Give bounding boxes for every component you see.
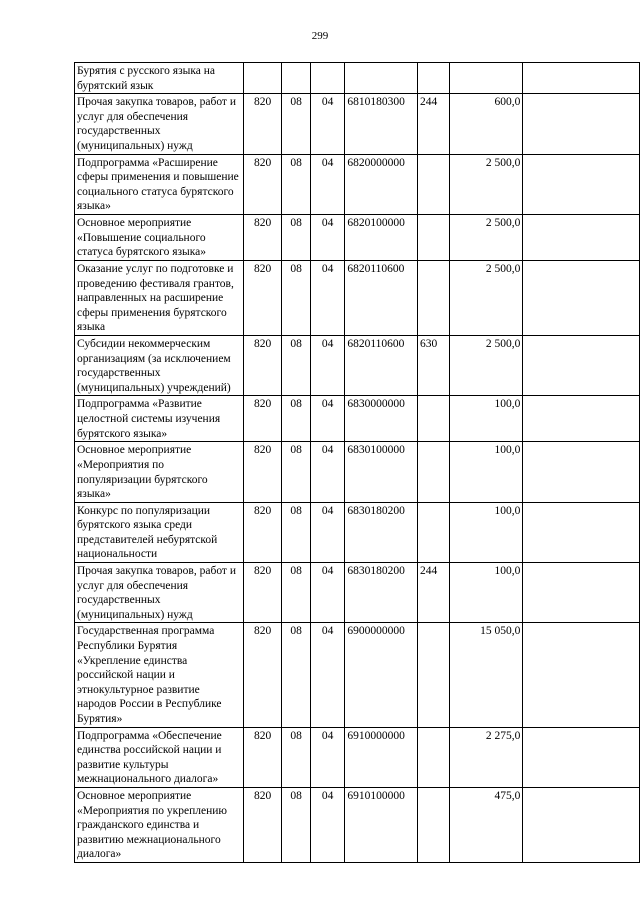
row-name: Бурятия с русского языка на бурятский язык xyxy=(75,63,244,94)
row-grbs: 820 xyxy=(243,563,281,623)
table-row xyxy=(75,260,640,335)
row-name: Подпрограмма «Расширение сферы применения и повышение социального статуса бурятского языка» xyxy=(75,154,244,214)
page-number: 299 xyxy=(311,30,329,42)
row-grbs: 820 xyxy=(243,787,281,862)
row-expense-type xyxy=(418,502,450,562)
row-grbs: 820 xyxy=(243,260,281,335)
row-name: Оказание услуг по подготовке и проведению фестиваля грантов, направленных на расширение сферы применения бурятского языка xyxy=(75,260,244,335)
row-section: 08 xyxy=(282,787,311,862)
row-expense-type: 630 xyxy=(418,335,450,395)
table-row xyxy=(75,396,640,442)
row-extra-cell xyxy=(523,396,640,442)
row-name: Основное мероприятие «Мероприятия по популяризации бурятского языка» xyxy=(75,442,244,502)
row-expense-type xyxy=(418,727,450,787)
row-expense-type: 244 xyxy=(418,563,450,623)
row-name: Подпрограмма «Развитие целостной системы изучения бурятского языка» xyxy=(75,396,244,442)
table-row xyxy=(75,214,640,260)
row-amount xyxy=(449,63,523,94)
row-extra-cell xyxy=(523,502,640,562)
row-section: 08 xyxy=(282,396,311,442)
row-expense-type xyxy=(418,787,450,862)
row-name: Субсидии некоммерческим организациям (за исключением государственных (муниципальных) учреждений) xyxy=(75,335,244,395)
table-row xyxy=(75,727,640,787)
table-row xyxy=(75,442,640,502)
table-row xyxy=(75,563,640,623)
row-amount: 100,0 xyxy=(449,396,523,442)
row-extra-cell xyxy=(523,563,640,623)
row-subsection: 04 xyxy=(310,335,344,395)
row-grbs xyxy=(243,63,281,94)
row-target-code: 6820100000 xyxy=(345,214,418,260)
row-expense-type xyxy=(418,154,450,214)
row-grbs: 820 xyxy=(243,442,281,502)
row-section: 08 xyxy=(282,563,311,623)
row-expense-type xyxy=(418,63,450,94)
row-section: 08 xyxy=(282,623,311,727)
row-subsection: 04 xyxy=(310,502,344,562)
row-section: 08 xyxy=(282,214,311,260)
table-row xyxy=(75,94,640,154)
row-amount: 2 500,0 xyxy=(449,154,523,214)
table-row xyxy=(75,787,640,862)
row-extra-cell xyxy=(523,727,640,787)
row-extra-cell xyxy=(523,335,640,395)
row-subsection: 04 xyxy=(310,727,344,787)
row-name: Основное мероприятие «Повышение социального статуса бурятского языка» xyxy=(75,214,244,260)
row-extra-cell xyxy=(523,94,640,154)
row-grbs: 820 xyxy=(243,335,281,395)
row-target-code: 6830000000 xyxy=(345,396,418,442)
row-extra-cell xyxy=(523,623,640,727)
row-target-code: 6830180200 xyxy=(345,563,418,623)
budget-table-body xyxy=(75,63,640,863)
row-section: 08 xyxy=(282,502,311,562)
row-target-code: 6820110600 xyxy=(345,260,418,335)
row-name: Основное мероприятие «Мероприятия по укреплению гражданского единства и развитию межнационального диалога» xyxy=(75,787,244,862)
row-subsection: 04 xyxy=(310,787,344,862)
row-grbs: 820 xyxy=(243,502,281,562)
row-amount: 2 500,0 xyxy=(449,260,523,335)
row-target-code: 6820000000 xyxy=(345,154,418,214)
row-amount: 2 275,0 xyxy=(449,727,523,787)
row-extra-cell xyxy=(523,214,640,260)
row-subsection: 04 xyxy=(310,442,344,502)
row-name: Конкурс по популяризации бурятского языка среди представителей небурятской национальности xyxy=(75,502,244,562)
row-target-code xyxy=(345,63,418,94)
row-amount: 100,0 xyxy=(449,563,523,623)
row-expense-type: 244 xyxy=(418,94,450,154)
row-extra-cell xyxy=(523,63,640,94)
row-expense-type xyxy=(418,442,450,502)
row-expense-type xyxy=(418,396,450,442)
row-name: Подпрограмма «Обеспечение единства российской нации и развитие культуры межнационального диалога» xyxy=(75,727,244,787)
row-target-code: 6910000000 xyxy=(345,727,418,787)
row-name: Прочая закупка товаров, работ и услуг для обеспечения государственных (муниципальных) нужд xyxy=(75,563,244,623)
row-grbs: 820 xyxy=(243,154,281,214)
row-extra-cell xyxy=(523,787,640,862)
row-subsection: 04 xyxy=(310,94,344,154)
row-subsection: 04 xyxy=(310,396,344,442)
row-section: 08 xyxy=(282,335,311,395)
row-subsection: 04 xyxy=(310,563,344,623)
row-subsection: 04 xyxy=(310,154,344,214)
row-section: 08 xyxy=(282,442,311,502)
row-extra-cell xyxy=(523,442,640,502)
row-expense-type xyxy=(418,214,450,260)
row-subsection: 04 xyxy=(310,260,344,335)
row-extra-cell xyxy=(523,260,640,335)
row-expense-type xyxy=(418,260,450,335)
row-section xyxy=(282,63,311,94)
row-section: 08 xyxy=(282,154,311,214)
row-target-code: 6810180300 xyxy=(345,94,418,154)
row-target-code: 6830100000 xyxy=(345,442,418,502)
row-subsection: 04 xyxy=(310,623,344,727)
table-row xyxy=(75,335,640,395)
row-grbs: 820 xyxy=(243,396,281,442)
budget-table xyxy=(74,62,640,863)
table-row xyxy=(75,63,640,94)
row-target-code: 6910100000 xyxy=(345,787,418,862)
table-row xyxy=(75,154,640,214)
row-amount: 100,0 xyxy=(449,442,523,502)
row-name: Государственная программа Республики Бурятия «Укрепление единства российской нации и этнокультурное развитие народов России в Республике Бурятия» xyxy=(75,623,244,727)
row-subsection: 04 xyxy=(310,214,344,260)
row-amount: 2 500,0 xyxy=(449,335,523,395)
row-amount: 15 050,0 xyxy=(449,623,523,727)
row-amount: 475,0 xyxy=(449,787,523,862)
row-name: Прочая закупка товаров, работ и услуг для обеспечения государственных (муниципальных) нужд xyxy=(75,94,244,154)
row-section: 08 xyxy=(282,94,311,154)
row-extra-cell xyxy=(523,154,640,214)
row-section: 08 xyxy=(282,260,311,335)
row-amount: 100,0 xyxy=(449,502,523,562)
row-grbs: 820 xyxy=(243,214,281,260)
row-grbs: 820 xyxy=(243,623,281,727)
row-subsection xyxy=(310,63,344,94)
row-section: 08 xyxy=(282,727,311,787)
row-amount: 600,0 xyxy=(449,94,523,154)
row-target-code: 6820110600 xyxy=(345,335,418,395)
table-row xyxy=(75,623,640,727)
row-target-code: 6830180200 xyxy=(345,502,418,562)
row-grbs: 820 xyxy=(243,727,281,787)
row-expense-type xyxy=(418,623,450,727)
row-amount: 2 500,0 xyxy=(449,214,523,260)
row-target-code: 6900000000 xyxy=(345,623,418,727)
row-grbs: 820 xyxy=(243,94,281,154)
table-row xyxy=(75,502,640,562)
